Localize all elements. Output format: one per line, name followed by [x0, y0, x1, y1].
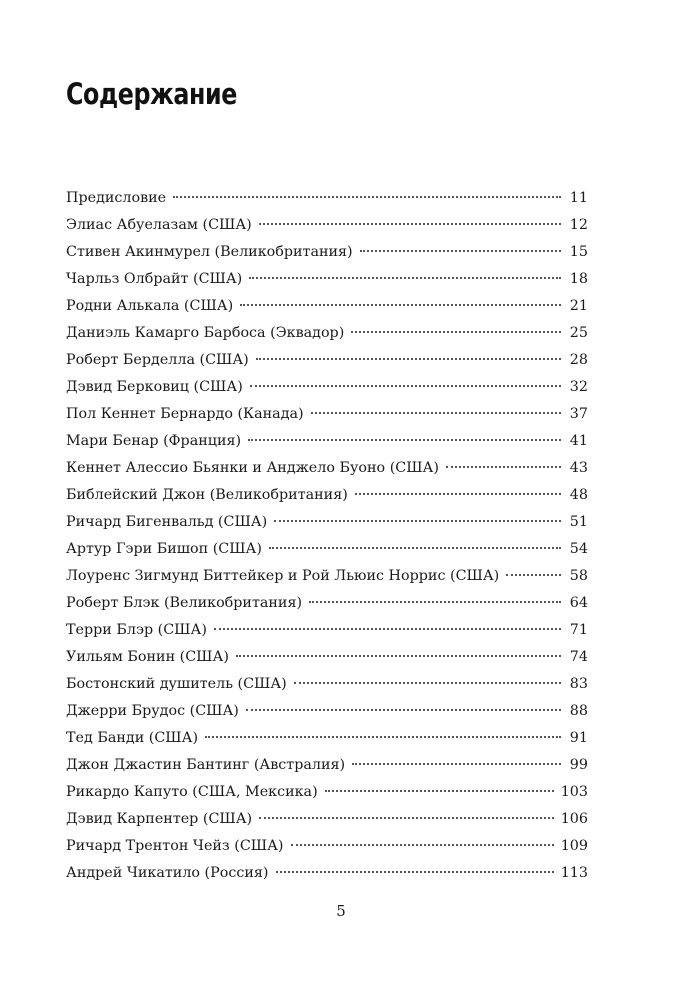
toc-entry-title: Бостонский душитель (США): [66, 676, 287, 692]
dot-leader: [269, 547, 561, 549]
toc-entry-title: Чарльз Олбрайт (США): [66, 271, 243, 287]
dot-leader: [294, 682, 561, 684]
toc-entry-page: 18: [569, 271, 588, 287]
table-of-contents: [66, 185, 588, 887]
dot-leader: [259, 223, 561, 225]
dot-leader: [250, 385, 561, 387]
page-title: Содержание: [66, 77, 237, 111]
toc-entry[interactable]: [66, 698, 588, 725]
toc-entry-title: Библейский Джон (Великобритания): [66, 487, 348, 503]
toc-entry[interactable]: [66, 212, 588, 239]
page-number: 5: [336, 902, 346, 920]
toc-entry-page: 41: [569, 433, 588, 449]
dot-leader: [309, 601, 561, 603]
dot-leader: [274, 520, 561, 522]
dot-leader: [291, 844, 554, 846]
toc-entry-title: Элиас Абуелазам (США): [66, 217, 252, 233]
dot-leader: [240, 304, 561, 306]
toc-entry-title: Ричард Трентон Чейз (США): [66, 838, 284, 854]
toc-entry[interactable]: [66, 617, 588, 644]
dot-leader: [173, 196, 561, 198]
toc-entry-page: 91: [569, 730, 588, 746]
toc-entry-page: 106: [560, 811, 588, 827]
toc-entry[interactable]: [66, 455, 588, 482]
toc-entry-page: 113: [560, 865, 588, 881]
toc-entry-title: Джерри Брудос (США): [66, 703, 239, 719]
toc-entry[interactable]: [66, 401, 588, 428]
toc-entry-page: 37: [569, 406, 588, 422]
toc-entry-title: Пол Кеннет Бернардо (Канада): [66, 406, 304, 422]
toc-entry-page: 71: [569, 622, 588, 638]
dot-leader: [311, 412, 561, 414]
toc-entry-title: Лоуренс Зигмунд Биттейкер и Рой Льюис Норрис (США): [66, 568, 500, 584]
toc-entry[interactable]: [66, 563, 588, 590]
toc-entry-title: Ричард Бигенвальд (США): [66, 514, 268, 530]
toc-entry-page: 103: [560, 784, 588, 800]
toc-entry-page: 12: [569, 217, 588, 233]
dot-leader: [351, 331, 561, 333]
toc-entry-title: Даниэль Камарго Барбоса (Эквадор): [66, 325, 345, 341]
dot-leader: [248, 439, 561, 441]
dot-leader: [236, 655, 561, 657]
toc-entry[interactable]: [66, 239, 588, 266]
toc-entry-page: 99: [569, 757, 588, 773]
dot-leader: [205, 736, 561, 738]
dot-leader: [256, 358, 561, 360]
toc-entry[interactable]: [66, 293, 588, 320]
toc-entry-title: Кеннет Алессио Бьянки и Анджело Буоно (США): [66, 460, 439, 476]
toc-entry-page: 32: [569, 379, 588, 395]
toc-entry-title: Мари Бенар (Франция): [66, 433, 242, 449]
dot-leader: [249, 277, 561, 279]
toc-entry-title: Родни Алькала (США): [66, 298, 234, 314]
toc-entry-title: Предисловие: [66, 190, 167, 206]
toc-entry[interactable]: [66, 509, 588, 536]
toc-entry-page: 48: [569, 487, 588, 503]
toc-entry[interactable]: [66, 644, 588, 671]
toc-entry[interactable]: [66, 347, 588, 374]
dot-leader: [276, 871, 554, 873]
dot-leader: [325, 790, 554, 792]
toc-entry-title: Дэвид Берковиц (США): [66, 379, 243, 395]
toc-entry[interactable]: [66, 833, 588, 860]
toc-entry-title: Рикардо Капуто (США, Мексика): [66, 784, 318, 800]
dot-leader: [352, 763, 561, 765]
dot-leader: [259, 817, 554, 819]
toc-entry[interactable]: [66, 482, 588, 509]
dot-leader: [506, 574, 561, 576]
toc-entry-page: 74: [569, 649, 588, 665]
toc-entry-title: Уильям Бонин (США): [66, 649, 229, 665]
toc-entry[interactable]: [66, 320, 588, 347]
toc-entry[interactable]: [66, 752, 588, 779]
toc-entry-title: Роберт Блэк (Великобритания): [66, 595, 303, 611]
toc-entry-title: Андрей Чикатило (Россия): [66, 865, 269, 881]
dot-leader: [360, 250, 561, 252]
toc-entry[interactable]: [66, 428, 588, 455]
toc-entry-page: 21: [569, 298, 588, 314]
toc-entry-page: 54: [569, 541, 588, 557]
toc-entry-page: 64: [569, 595, 588, 611]
toc-entry-page: 88: [569, 703, 588, 719]
toc-entry-title: Терри Блэр (США): [66, 622, 207, 638]
toc-entry-title: Дэвид Карпентер (США): [66, 811, 253, 827]
toc-entry-page: 58: [569, 568, 588, 584]
dot-leader: [214, 628, 561, 630]
toc-entry-page: 25: [569, 325, 588, 341]
dot-leader: [446, 466, 561, 468]
toc-entry[interactable]: [66, 374, 588, 401]
dot-leader: [355, 493, 561, 495]
toc-entry[interactable]: [66, 266, 588, 293]
toc-entry[interactable]: [66, 779, 588, 806]
toc-entry[interactable]: [66, 671, 588, 698]
toc-entry-title: Тед Банди (США): [66, 730, 199, 746]
toc-entry[interactable]: [66, 536, 588, 563]
toc-entry-page: 51: [569, 514, 588, 530]
toc-entry-page: 83: [569, 676, 588, 692]
toc-entry[interactable]: [66, 725, 588, 752]
toc-entry[interactable]: [66, 806, 588, 833]
toc-entry-title: Артур Гэри Бишоп (США): [66, 541, 262, 557]
toc-entry-page: 109: [560, 838, 588, 854]
toc-entry[interactable]: [66, 185, 588, 212]
toc-entry[interactable]: [66, 860, 588, 887]
toc-entry-page: 11: [569, 190, 588, 206]
toc-entry-page: 15: [569, 244, 588, 260]
toc-entry-title: Стивен Акинмурел (Великобритания): [66, 244, 353, 260]
toc-entry-page: 43: [569, 460, 588, 476]
toc-entry[interactable]: [66, 590, 588, 617]
toc-entry-title: Роберт Берделла (США): [66, 352, 249, 368]
toc-entry-page: 28: [569, 352, 588, 368]
dot-leader: [246, 709, 561, 711]
toc-entry-title: Джон Джастин Бантинг (Австралия): [66, 757, 346, 773]
